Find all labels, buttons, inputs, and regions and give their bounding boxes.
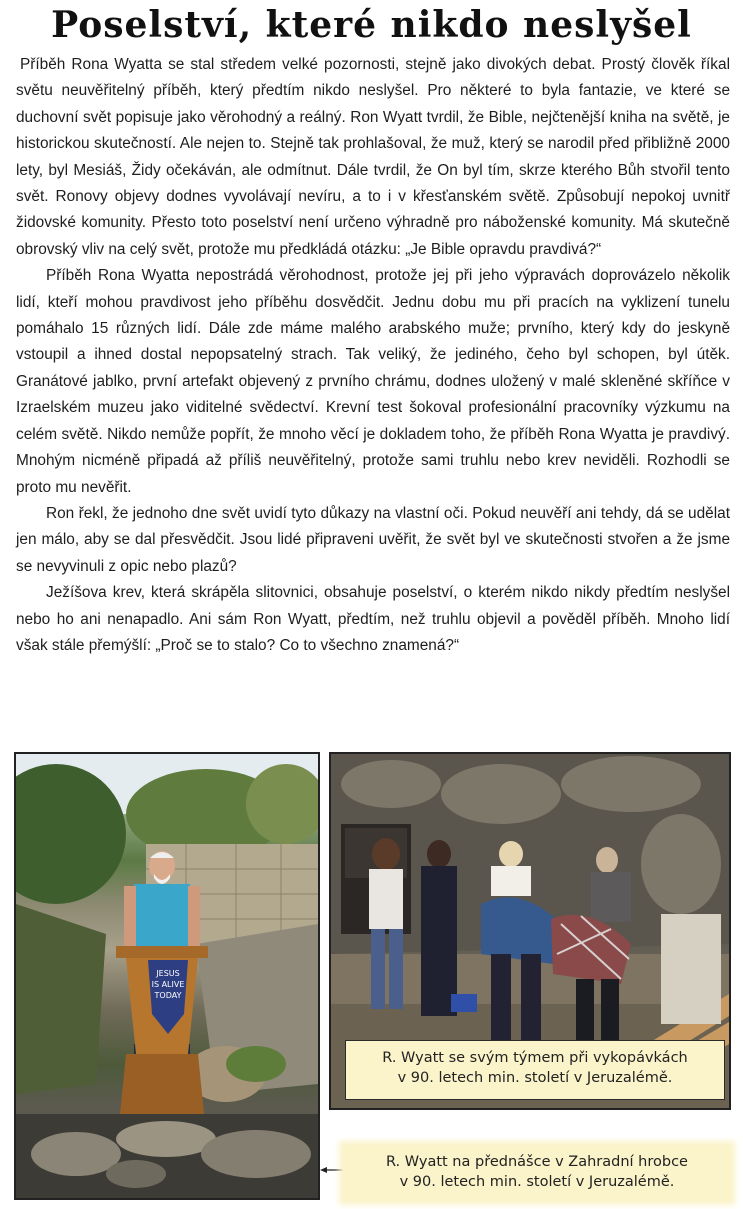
lecture-photo-illustration (16, 754, 318, 1198)
caption-excavation-line-1: R. Wyatt se svým týmem při vykopávkách (382, 1050, 688, 1066)
caption-lecture (343, 1145, 731, 1201)
banner-line-3: TODAY (154, 991, 182, 1000)
paragraph-4: Ježíšova krev, která skrápěla slitovnici, obsahuje poselství, o kterém nikdo nikdy předtím neslyšel nebo ho ani nenapadlo. Ani sám Ron Wyatt, předtím, než truhlu objevil a pověděl příběh. Mnoho lidí však stále přemýšlí: „Proč se to stalo? Co to všechno znamená?“ (16, 584, 730, 654)
caption-lecture-line-1: R. Wyatt na přednášce v Zahradní hrobce (386, 1154, 688, 1170)
caption-excavation-line-2: v 90. letech min. století v Jeruzalémě. (397, 1070, 673, 1086)
caption-excavation (345, 1040, 725, 1100)
caption-lecture-line-2: v 90. letech min. století v Jeruzalémě. (399, 1174, 675, 1190)
photo-lecture-garden-tomb (14, 752, 320, 1200)
paragraph-1: Příběh Rona Wyatta se stal středem velké pozornosti, stejně jako divokých debat. Prostý člověk říkal světu neuvěřitelný příběh, který předtím nikdo neslyšel. Pro některé to byla fantazie, ve které se duchovní svět popisuje jako věrohodný a reálný. Ron Wyatt tvrdil, že Bible, nejčtenější kniha na světě, je historickou skutečností. Ale nejen to. Stejně tak prohlašoval, že muž, který se narodil před přibližně 2000 lety, byl Mesiáš, Židy očekáván, ale odmítnut. Dále tvrdil, že On byl tím, skrze kterého Bůh stvořil tento svět. Ronovy objevy dodnes vyvolávají nevíru, a to i v křesťanském světě. Způsobují nepokoj uvnitř židovské komunity. Přesto toto poselství není určeno výhradně pro náboženské komunity. Má skutečně obrovský vliv na celý svět, protože mu předkládá otázku: „Je Bible opravdu pravdivá?“ (16, 56, 730, 258)
page-title: Poselství, které nikdo neslyšel (51, 4, 692, 46)
article-body (16, 52, 730, 659)
banner-line-1: JESUS (156, 969, 180, 978)
paragraph-2: Příběh Rona Wyatta nepostrádá věrohodnost, protože jej při jeho výpravách doprovázelo několik lidí, kteří mohou pravdivost jeho příběhu dosvědčit. Jednu dobu mu při pracích na vyklizení tunelu pomáhalo 15 různých lidí. Dále zde máme malého arabského muže; prvního, který kdy do jeskyně vstoupil a ihned dostal nepopsatelný strach. Tak veliký, že jediného, čeho byl schopen, byl útěk. Granátové jablko, první artefakt objevený z prvního chrámu, dodnes uložený v malé skleněné skříňce v Izraelském muzeu jako viditelné svědectví. Krevní test šokoval profesionální pracovníky výzkumu na celém světě. Nikdo nemůže popřít, že mnoho věcí je dokladem toho, že příběh Rona Wyatta je pravdivý. Mnohým nicméně připadá až příliš neuvěřitelný, protože sami truhlu nebo krev neviděli. Rozhodli se proto mu nevěřit. (16, 267, 730, 496)
banner-line-2: IS ALIVE (151, 980, 185, 989)
paragraph-3: Ron řekl, že jednoho dne svět uvidí tyto důkazy na vlastní oči. Pokud neuvěří ani tehdy, dá se udělat jen málo, aby se dal přesvědčit. Jsou lidé připraveni uvěřit, že svět byl ve skutečnosti stvořen a že jsme se nevyvinuli z opic nebo plazů? (16, 504, 730, 575)
